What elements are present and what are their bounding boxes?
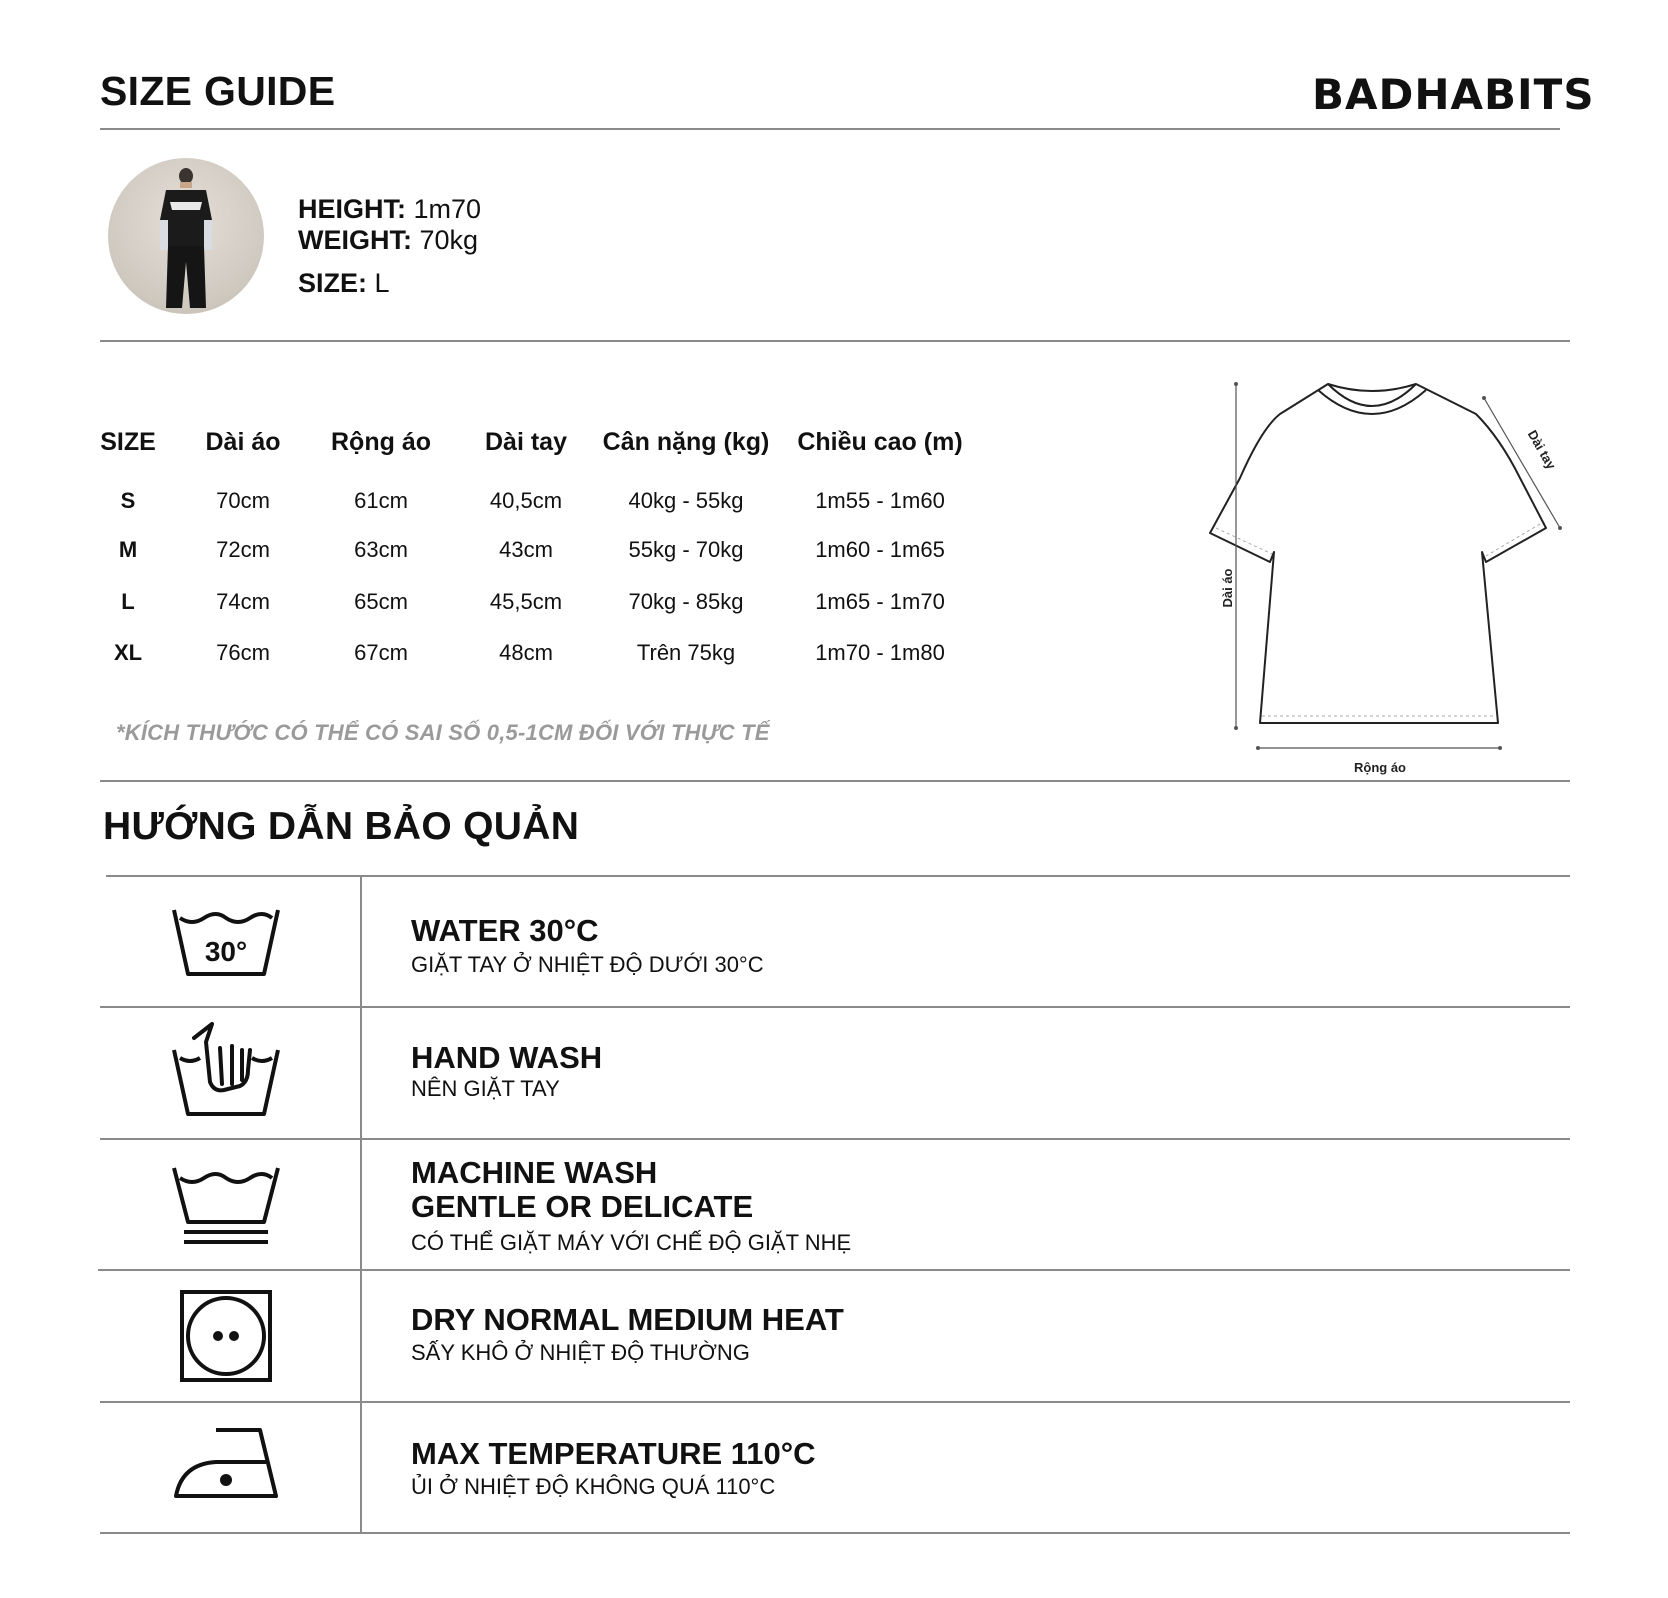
wash-temp-text: 30° — [204, 936, 248, 967]
machine-wash-gentle-icon — [170, 1160, 282, 1250]
care-item-title-line2: GENTLE OR DELICATE — [411, 1189, 754, 1224]
page-title: SIZE GUIDE — [100, 68, 336, 114]
care-item-title: MACHINE WASH — [411, 1155, 658, 1190]
divider — [100, 780, 1570, 782]
care-item-title: HAND WASH — [411, 1040, 603, 1075]
care-item-subtitle: NÊN GIẶT TAY — [411, 1076, 560, 1101]
divider — [100, 128, 1560, 130]
care-item-subtitle: GIẶT TAY Ở NHIỆT ĐỘ DƯỚI 30°C — [411, 952, 764, 977]
diagram-length-label: Dài áo — [1220, 568, 1235, 608]
model-weight: WEIGHT: 70kg — [298, 225, 479, 255]
table-header: Dài tay — [485, 428, 567, 456]
table-header: Chiều cao (m) — [797, 428, 963, 456]
divider — [100, 1401, 1570, 1403]
divider — [100, 1138, 1570, 1140]
hand-wash-icon — [170, 1020, 282, 1120]
care-title: HƯỚNG DẪN BẢO QUẢN — [103, 805, 580, 848]
tumble-dry-medium-icon — [180, 1290, 272, 1382]
care-item-title: MAX TEMPERATURE 110°C — [411, 1436, 816, 1471]
table-header: SIZE — [100, 428, 156, 456]
table-header: Dài áo — [205, 428, 281, 456]
table-header: Cân nặng (kg) — [602, 428, 770, 456]
column-divider — [360, 875, 362, 1532]
care-item-subtitle: ỦI Ở NHIỆT ĐỘ KHÔNG QUÁ 110°C — [411, 1474, 776, 1499]
model-avatar — [108, 158, 264, 314]
care-item-subtitle: SẤY KHÔ Ở NHIỆT ĐỘ THƯỜNG — [411, 1340, 750, 1365]
diagram-sleeve-label: Dài tay — [1524, 427, 1560, 472]
divider — [100, 1532, 1570, 1534]
diagram-width-label: Rộng áo — [1354, 760, 1406, 775]
model-size: SIZE: L — [298, 268, 390, 298]
divider — [98, 1269, 1570, 1271]
care-item-title: DRY NORMAL MEDIUM HEAT — [411, 1302, 844, 1337]
table-header: Rộng áo — [331, 428, 431, 456]
iron-110-icon — [172, 1426, 282, 1500]
care-item-title: WATER 30°C — [411, 913, 599, 948]
divider — [100, 340, 1570, 342]
care-item-subtitle: CÓ THỂ GIẶT MÁY VỚI CHẾ ĐỘ GIẶT NHẸ — [411, 1230, 852, 1255]
tshirt-diagram — [1200, 378, 1580, 778]
divider — [106, 875, 1570, 877]
model-figure-icon — [108, 158, 264, 314]
divider — [100, 1006, 1570, 1008]
brand-logo: BADHABITS — [1312, 70, 1595, 119]
model-height: HEIGHT: 1m70 — [298, 194, 482, 224]
wash-30-icon — [170, 900, 282, 980]
size-note: *KÍCH THƯỚC CÓ THỂ CÓ SAI SỐ 0,5-1CM ĐỐI VỚI THỰC TẾ — [116, 720, 770, 745]
